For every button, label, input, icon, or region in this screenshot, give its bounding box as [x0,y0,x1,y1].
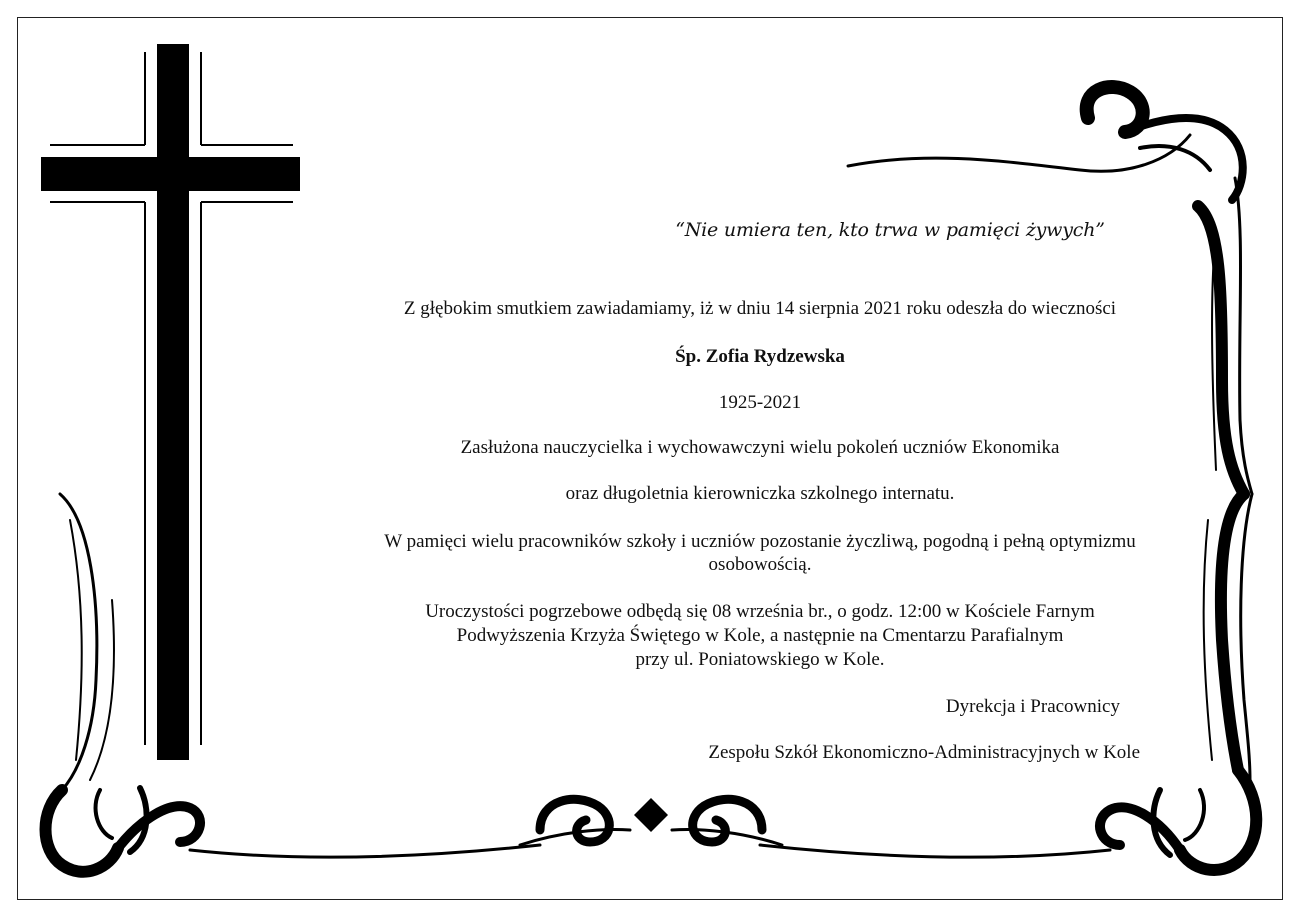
funeral-line-2: Podwyższenia Krzyża Świętego w Kole, a następnie na Cmentarzu Parafialnym [456,625,1064,646]
memorial-quote: “Nie umiera ten, kto trwa w pamięci żywych” [675,219,1105,241]
merit-line-2: oraz długoletnia kierowniczka szkolnego internatu. [565,483,955,504]
signature-line-1: Dyrekcja i Pracownicy [945,696,1120,717]
memory-line-1: W pamięci wielu pracowników szkoły i uczniów pozostanie życzliwą, pogodną i pełną optymizmu [384,531,1136,552]
funeral-line-3: przy ul. Poniatowskiego w Kole. [635,649,885,670]
funeral-details [300,600,1220,672]
memory-paragraph [300,530,1220,576]
cross-icon [41,44,300,760]
corner-flourish-bottom-right-icon [760,770,1256,870]
merit-line-1: Zasłużona nauczycielka i wychowawczyni wielu pokoleń uczniów Ekonomika [460,437,1060,458]
funeral-line-1: Uroczystości pogrzebowe odbędą się 08 września br., o godz. 12:00 w Kościele Farnym [425,601,1095,622]
life-years: 1925-2021 [718,392,802,413]
signature-line-2: Zespołu Szkół Ekonomiczno-Administracyjnych w Kole [708,742,1140,763]
deceased-name: Śp. Zofia Rydzewska [675,346,845,367]
announcement-intro: Z głębokim smutkiem zawiadamiamy, iż w dniu 14 sierpnia 2021 roku odeszła do wieczności [403,298,1117,319]
memory-line-2: osobowością. [708,554,812,575]
diamond-icon [634,798,668,832]
corner-flourish-top-right-icon [848,87,1252,494]
